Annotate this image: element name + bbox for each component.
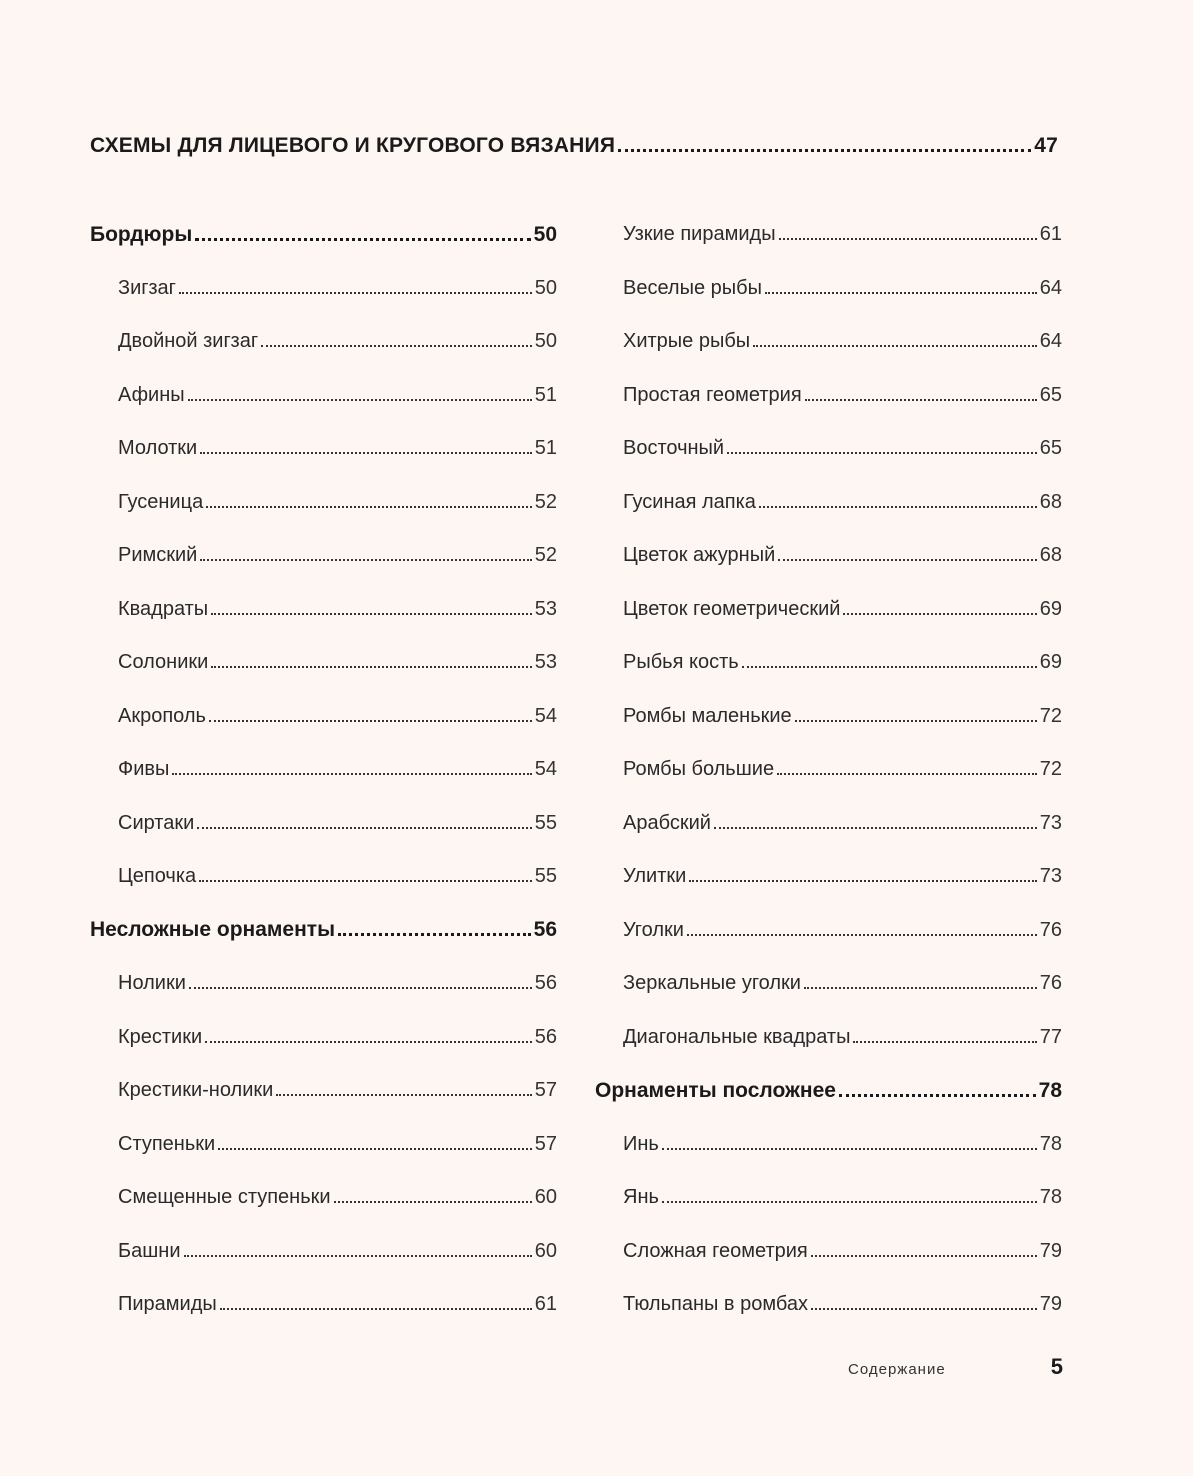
toc-entry-page: 50 — [533, 222, 557, 246]
toc-entry[interactable] — [595, 529, 1062, 583]
toc-entry-label: Орнаменты посложнее — [595, 1078, 836, 1102]
toc-entry[interactable] — [90, 636, 557, 690]
dot-leader — [205, 1037, 532, 1043]
toc-entry[interactable] — [595, 1278, 1062, 1332]
toc-entry-content — [595, 277, 1062, 300]
toc-entry-content — [90, 223, 557, 247]
toc-entry-label: Гусиная лапка — [623, 490, 756, 513]
toc-entry-label: Крестики — [118, 1025, 203, 1048]
toc-entry-page: 77 — [1039, 1025, 1062, 1048]
dot-leader — [753, 341, 1037, 347]
toc-entry-label: Сиртаки — [118, 811, 195, 834]
toc-entry-content — [90, 1079, 557, 1102]
toc-entry-page: 54 — [534, 704, 557, 727]
footer-label: Содержание — [848, 1361, 946, 1378]
toc-entry-label: Крестики-нолики — [118, 1079, 274, 1102]
toc-section-entry[interactable] — [90, 904, 557, 958]
dot-leader — [189, 983, 532, 989]
toc-entry-content — [90, 651, 557, 674]
toc-entry[interactable] — [90, 1011, 557, 1065]
toc-section-entry[interactable] — [90, 208, 557, 262]
toc-entry-page: 73 — [1039, 811, 1062, 834]
toc-entry[interactable] — [90, 262, 557, 316]
toc-entry-content — [90, 705, 557, 728]
dot-leader — [839, 1090, 1036, 1097]
toc-entry-page: 56 — [533, 918, 557, 942]
toc-entry-page: 50 — [534, 330, 557, 353]
toc-entry-content — [90, 758, 557, 781]
dot-leader — [209, 716, 532, 722]
toc-entry[interactable] — [90, 1118, 557, 1172]
toc-entry-page: 52 — [534, 544, 557, 567]
dot-leader — [843, 609, 1036, 615]
toc-entry[interactable] — [90, 1064, 557, 1118]
toc-entry-page: 72 — [1039, 704, 1062, 727]
toc-entry-content — [595, 384, 1062, 407]
dot-leader — [759, 502, 1037, 508]
toc-entry-label: Несложные орнаменты — [90, 918, 336, 942]
toc-entry-content — [595, 919, 1062, 942]
toc-entry-content — [595, 812, 1062, 835]
dot-leader — [220, 1304, 532, 1310]
dot-leader — [811, 1304, 1037, 1310]
main-heading-page: 47 — [1034, 134, 1058, 157]
dot-leader — [795, 716, 1037, 722]
toc-entry-label: Цветок геометрический — [623, 597, 841, 620]
toc-entry-label: Молотки — [118, 437, 198, 460]
toc-entry-label: Фивы — [118, 758, 170, 781]
dot-leader — [778, 555, 1037, 561]
toc-entry-content — [90, 544, 557, 567]
toc-entry-content — [595, 758, 1062, 781]
toc-entry-content — [595, 491, 1062, 514]
toc-entry-label: Веселые рыбы — [623, 276, 762, 299]
toc-entry-content — [90, 330, 557, 353]
toc-entry-label: Арабский — [623, 811, 711, 834]
toc-entry-label: Диагональные квадраты — [623, 1025, 851, 1048]
page-number: 5 — [1050, 1354, 1063, 1379]
toc-entry-content — [595, 598, 1062, 621]
toc-entry-label: Рыбья кость — [623, 651, 739, 674]
toc-entry-label: Нолики — [118, 972, 186, 995]
toc-entry-page: 76 — [1039, 972, 1062, 995]
toc-entry-page: 69 — [1039, 597, 1062, 620]
toc-entry-content — [595, 437, 1062, 460]
toc-entry-page: 54 — [534, 758, 557, 781]
toc-entry[interactable] — [595, 476, 1062, 530]
toc-entry-page: 65 — [1039, 383, 1062, 406]
toc-entry[interactable] — [595, 957, 1062, 1011]
dot-leader — [765, 288, 1037, 294]
toc-entry-content — [90, 437, 557, 460]
toc-entry-page: 65 — [1039, 437, 1062, 460]
toc-entry-label: Ромбы большие — [623, 758, 775, 781]
toc-entry[interactable] — [90, 583, 557, 637]
toc-entry[interactable] — [90, 797, 557, 851]
toc-entry-page: 79 — [1039, 1239, 1062, 1262]
toc-entry-page: 53 — [534, 597, 557, 620]
toc-entry[interactable] — [595, 1118, 1062, 1172]
toc-entry-label: Башни — [118, 1239, 181, 1262]
toc-entry[interactable] — [90, 743, 557, 797]
toc-entry-content — [595, 330, 1062, 353]
toc-entry-label: Улитки — [623, 865, 687, 888]
toc-entry-page: 55 — [534, 811, 557, 834]
toc-entry[interactable] — [595, 743, 1062, 797]
toc-entry-label: Зеркальные уголки — [623, 972, 801, 995]
toc-entry-content — [90, 598, 557, 621]
toc-entry-label: Смещенные ступеньки — [118, 1186, 331, 1209]
dot-leader — [777, 769, 1037, 775]
toc-entry-page: 78 — [1038, 1078, 1062, 1102]
toc-entry[interactable] — [90, 422, 557, 476]
toc-entry-content — [90, 1293, 557, 1316]
toc-entry[interactable] — [90, 476, 557, 530]
toc-entry-content — [595, 651, 1062, 674]
main-heading-title: СХЕМЫ ДЛЯ ЛИЦЕВОГО И КРУГОВОГО ВЯЗАНИЯ — [90, 134, 616, 157]
page-footer — [848, 1354, 1063, 1380]
toc-entry-content — [595, 1026, 1062, 1049]
toc-entry-page: 76 — [1039, 918, 1062, 941]
toc-entry-content — [90, 972, 557, 995]
toc-entry-content — [90, 865, 557, 888]
toc-entry-content — [595, 705, 1062, 728]
toc-entry-label: Гусеница — [118, 490, 204, 513]
toc-entry-page: 56 — [534, 1025, 557, 1048]
dot-leader — [338, 929, 531, 936]
dot-leader — [200, 555, 531, 561]
toc-entry-page: 52 — [534, 490, 557, 513]
toc-entry-content — [595, 544, 1062, 567]
toc-entry-label: Зигзаг — [118, 276, 176, 299]
toc-entry[interactable] — [595, 262, 1062, 316]
toc-entry-label: Афины — [118, 383, 185, 406]
toc-entry-label: Янь — [623, 1186, 659, 1209]
toc-entry-label: Квадраты — [118, 597, 209, 620]
toc-entry[interactable] — [595, 583, 1062, 637]
toc-entry-label: Ромбы маленькие — [623, 704, 792, 727]
toc-entry-label: Цветок ажурный — [623, 544, 776, 567]
toc-entry-page: 64 — [1039, 276, 1062, 299]
toc-entry[interactable] — [595, 904, 1062, 958]
toc-entry[interactable] — [90, 1278, 557, 1332]
toc-entry[interactable] — [90, 1171, 557, 1225]
toc-entry[interactable] — [90, 1225, 557, 1279]
dot-leader — [714, 823, 1037, 829]
toc-entry-content — [90, 1240, 557, 1263]
toc-entry-page: 78 — [1039, 1132, 1062, 1155]
toc-entry-page: 61 — [1039, 223, 1062, 246]
dot-leader — [779, 234, 1037, 240]
toc-entry-page: 78 — [1039, 1186, 1062, 1209]
toc-entry-content — [90, 918, 557, 942]
toc-section-entry[interactable] — [595, 1064, 1062, 1118]
toc-entry-page: 51 — [534, 383, 557, 406]
toc-entry[interactable] — [90, 529, 557, 583]
dot-leader — [261, 341, 532, 347]
dot-leader — [179, 288, 532, 294]
dot-leader — [727, 448, 1037, 454]
toc-entry-label: Пирамиды — [118, 1293, 217, 1316]
toc-entry[interactable] — [595, 850, 1062, 904]
toc-entry[interactable] — [90, 315, 557, 369]
toc-entry-content — [595, 1186, 1062, 1209]
dot-leader — [805, 395, 1037, 401]
dot-leader — [853, 1037, 1036, 1043]
toc-entry-content — [595, 1240, 1062, 1263]
toc-entry-label: Цепочка — [118, 865, 197, 888]
toc-entry-page: 51 — [534, 437, 557, 460]
toc-entry-content — [90, 1133, 557, 1156]
toc-entry-label: Хитрые рыбы — [623, 330, 751, 353]
toc-entry-label: Бордюры — [90, 222, 193, 246]
dot-leader — [200, 448, 532, 454]
toc-entry[interactable] — [90, 850, 557, 904]
dot-leader — [197, 823, 531, 829]
toc-entry-page: 68 — [1039, 490, 1062, 513]
dot-leader — [804, 983, 1037, 989]
toc-entry-content — [90, 1186, 557, 1209]
toc-entry-page: 60 — [534, 1186, 557, 1209]
toc-entry-page: 57 — [534, 1079, 557, 1102]
toc-entry-content — [90, 1026, 557, 1049]
toc-entry[interactable] — [595, 1011, 1062, 1065]
toc-entry[interactable] — [595, 1225, 1062, 1279]
toc-entry-page: 50 — [534, 276, 557, 299]
dot-leader — [184, 1251, 532, 1257]
toc-entry-content — [595, 865, 1062, 888]
toc-entry[interactable] — [90, 690, 557, 744]
toc-entry[interactable] — [595, 369, 1062, 423]
dot-leader — [211, 662, 531, 668]
dot-leader — [742, 662, 1037, 668]
toc-entry[interactable] — [595, 1171, 1062, 1225]
dot-leader — [206, 502, 532, 508]
toc-entry-page: 55 — [534, 865, 557, 888]
toc-entry-label: Сложная геометрия — [623, 1239, 808, 1262]
main-heading[interactable] — [90, 134, 1058, 158]
toc-entry-content — [90, 384, 557, 407]
toc-entry-page: 68 — [1039, 544, 1062, 567]
toc-entry-page: 69 — [1039, 651, 1062, 674]
toc-entry-content — [90, 491, 557, 514]
toc-entry-content — [595, 972, 1062, 995]
toc-entry[interactable] — [90, 369, 557, 423]
toc-entry[interactable] — [595, 636, 1062, 690]
toc-entry-page: 53 — [534, 651, 557, 674]
toc-entry[interactable] — [595, 690, 1062, 744]
toc-entry-page: 64 — [1039, 330, 1062, 353]
toc-entry-label: Инь — [623, 1132, 659, 1155]
toc-entry-label: Солоники — [118, 651, 209, 674]
toc-entry-label: Ступеньки — [118, 1132, 216, 1155]
dot-leader — [618, 145, 1031, 152]
toc-entry-page: 60 — [534, 1239, 557, 1262]
dot-leader — [334, 1197, 532, 1203]
dot-leader — [172, 769, 531, 775]
toc-entry-page: 73 — [1039, 865, 1062, 888]
dot-leader — [689, 876, 1036, 882]
toc-entry-content — [595, 1293, 1062, 1316]
toc-entry-label: Акрополь — [118, 704, 206, 727]
toc-left-column — [90, 208, 557, 1332]
toc-entry[interactable] — [595, 422, 1062, 476]
toc-entry-page: 72 — [1039, 758, 1062, 781]
dot-leader — [188, 395, 532, 401]
toc-entry-label: Узкие пирамиды — [623, 223, 776, 246]
toc-entry-content — [90, 277, 557, 300]
toc-entry[interactable] — [595, 208, 1062, 262]
dot-leader — [811, 1251, 1037, 1257]
toc-entry-label: Восточный — [623, 437, 725, 460]
dot-leader — [199, 876, 532, 882]
toc-entry[interactable] — [595, 797, 1062, 851]
toc-entry-content — [595, 1133, 1062, 1156]
toc-entry-label: Тюльпаны в ромбах — [623, 1293, 808, 1316]
dot-leader — [211, 609, 532, 615]
dot-leader — [218, 1144, 532, 1150]
toc-entry-page: 56 — [534, 972, 557, 995]
dot-leader — [195, 234, 530, 241]
toc-right-column — [595, 208, 1062, 1332]
toc-entry-label: Двойной зигзаг — [118, 330, 259, 353]
toc-entry-label: Простая геометрия — [623, 383, 802, 406]
toc-entry-page: 79 — [1039, 1293, 1062, 1316]
toc-entry-content — [595, 223, 1062, 246]
dot-leader — [662, 1144, 1037, 1150]
toc-entry[interactable] — [595, 315, 1062, 369]
toc-entry-content — [595, 1079, 1062, 1103]
dot-leader — [276, 1090, 531, 1096]
toc-entry-page: 61 — [534, 1293, 557, 1316]
toc-entry-content — [90, 812, 557, 835]
dot-leader — [662, 1197, 1037, 1203]
toc-entry[interactable] — [90, 957, 557, 1011]
toc-entry-label: Римский — [118, 544, 198, 567]
dot-leader — [687, 930, 1037, 936]
toc-entry-label: Уголки — [623, 918, 684, 941]
toc-entry-page: 57 — [534, 1132, 557, 1155]
